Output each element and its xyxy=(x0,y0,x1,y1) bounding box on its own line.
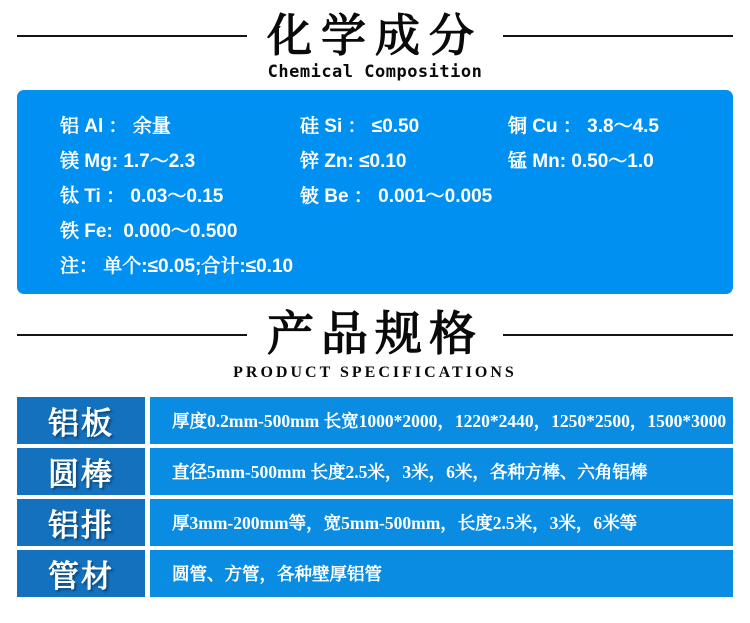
spec-label-tube: 管材 xyxy=(17,550,145,597)
table-row xyxy=(17,499,733,546)
chem-note: 注： 单个:≤0.05;合计:≤0.10 xyxy=(60,256,294,277)
spec-label-plate: 铝板 xyxy=(17,397,145,444)
title-rule-right xyxy=(503,334,733,336)
spec-value-flat-bar: 厚3mm-200mm等，宽5mm-500mm，长度2.5米，3米，6米等 xyxy=(150,499,733,546)
spec-label-flat-bar: 铝排 xyxy=(17,499,145,546)
chem-value-cu: 铜 Cu ： 3.8～4.5 xyxy=(508,116,659,137)
table-row xyxy=(17,550,733,597)
chem-row xyxy=(60,247,733,282)
chem-row xyxy=(60,212,733,247)
spec-value-round-bar: 直径5mm-500mm 长度2.5米，3米，6米，各种方棒、六角铝棒 xyxy=(150,448,733,495)
chemical-composition-subtitle: Chemical Composition xyxy=(267,62,483,82)
spec-value-tube: 圆管、方管，各种壁厚铝管 xyxy=(150,550,733,597)
spec-value-plate: 厚度0.2mm-500mm 长宽1000*2000，1220*2440，1250*2500，1500*3000 xyxy=(150,397,733,444)
title-rule-right xyxy=(503,35,733,37)
product-specifications-header xyxy=(0,308,750,384)
chemical-composition-header xyxy=(0,10,750,82)
chem-value-fe: 铁 Fe: 0.000～0.500 xyxy=(60,221,238,242)
chemical-title-row xyxy=(17,10,733,62)
chemical-composition-box xyxy=(17,90,733,294)
title-rule-left xyxy=(17,334,247,336)
specs-title-row xyxy=(17,308,733,362)
title-rule-left xyxy=(17,35,247,37)
chem-value-al: 铝 Al ： 余量 xyxy=(60,116,171,137)
chem-row xyxy=(60,107,733,142)
product-specifications-subtitle: PRODUCT SPECIFICATIONS xyxy=(233,364,517,381)
product-specifications-title: 产品规格 xyxy=(267,307,483,362)
spec-label-round-bar: 圆棒 xyxy=(17,448,145,495)
chem-row xyxy=(60,142,733,177)
chem-value-zn: 锌 Zn: ≤0.10 xyxy=(300,151,407,172)
table-row xyxy=(17,397,733,444)
chem-value-mn: 锰 Mn: 0.50～1.0 xyxy=(508,151,654,172)
chemical-composition-title: 化学成分 xyxy=(267,9,484,62)
chem-value-mg: 镁 Mg: 1.7～2.3 xyxy=(60,151,196,172)
spec-table xyxy=(0,397,750,597)
chem-value-si: 硅 Si ： ≤0.50 xyxy=(300,116,420,137)
chem-value-be: 铍 Be ： 0.001～0.005 xyxy=(300,186,493,207)
chem-value-ti: 钛 Ti ： 0.03～0.15 xyxy=(60,186,224,207)
table-row xyxy=(17,448,733,495)
chem-row xyxy=(60,177,733,212)
